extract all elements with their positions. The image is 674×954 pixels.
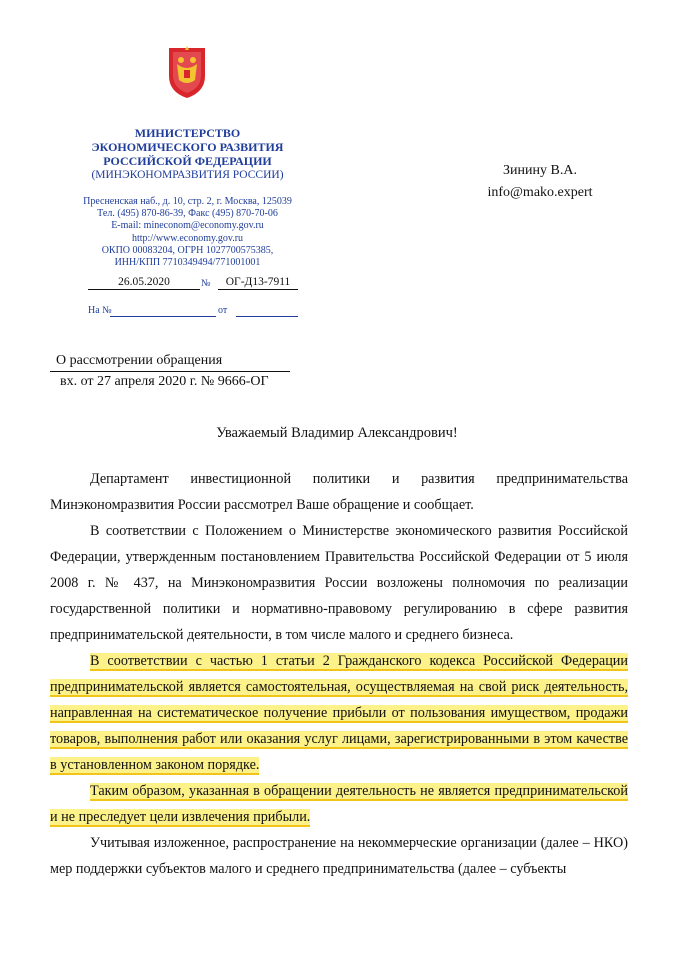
body-paragraph: Департамент инвестиционной политики и развития предпринимательства Минэкономразвития России рассмотрел Ваше обращение и сообщает.	[50, 471, 628, 513]
ministry-name-block	[60, 126, 315, 182]
contact-email: E-mail: mineconom@economy.gov.ru	[111, 220, 264, 232]
highlighted-text: В соответствии с частью 1 статьи 2 Гражданского кодекса Российской Федерации предпринимательской является самостоятельная, осуществляемая на свой риск деятельность, направленная на систематическое получение прибыли от пользования имуществом, продажи товаров, выполнения работ или оказания услуг лицами, зарегистрированными в этом качестве в установленном законом порядке.	[50, 653, 628, 773]
addressee-email: info@mako.expert	[487, 185, 593, 200]
highlighted-paragraph	[50, 648, 628, 778]
letter-body	[50, 466, 628, 882]
contact-phone: Тел. (495) 870-86-39, Факс (495) 870-70-06	[97, 208, 278, 220]
salutation: Уважаемый Владимир Александрович!	[216, 425, 458, 441]
reference-number-label: На №	[88, 305, 112, 316]
registration-date: 26.05.2020	[88, 276, 200, 290]
reference-date-blank	[236, 316, 298, 317]
ministry-name-line: РОССИЙСКОЙ ФЕДЕРАЦИИ	[103, 154, 272, 168]
ministry-name-line: ЭКОНОМИЧЕСКОГО РАЗВИТИЯ	[91, 140, 284, 154]
highlighted-text: Таким образом, указанная в обращении деятельность не является предпринимательской и не преследует цели извлечения прибыли.	[50, 783, 628, 825]
russian-coat-of-arms-icon	[163, 42, 211, 100]
registration-line	[88, 276, 298, 290]
body-paragraph: Учитывая изложенное, распространение на некоммерческие организации (далее – НКО) мер поддержки субъектов малого и среднего предпринимательства (далее – субъекты	[50, 835, 628, 877]
subject-line: О рассмотрении обращения	[50, 351, 290, 372]
contact-inn: ИНН/КПП 7710349494/771001001	[114, 257, 261, 269]
registration-number-label: №	[201, 278, 211, 289]
reference-date-label: от	[218, 305, 228, 316]
ministry-abbreviation: (МИНЭКОНОМРАЗВИТИЯ РОССИИ)	[91, 169, 284, 181]
addressee-name: Зинину В.А.	[503, 163, 577, 178]
body-paragraph: В соответствии с Положением о Министерстве экономического развития Российской Федерации, утвержденным постановлением Правительства Российской Федерации от 5 июля 2008 г. № 437, на Минэкономразвития России возложены полномочия по реализации государственной политики и нормативно-правовому регулированию в сфере развития предпринимательской деятельности, в том числе малого и среднего бизнеса.	[50, 523, 628, 643]
contact-okpo: ОКПО 00083204, ОГРН 1027700575385,	[101, 244, 274, 256]
contact-website: http://www.economy.gov.ru	[131, 232, 244, 244]
contact-address: Пресненская наб., д. 10, стр. 2, г. Москва, 125039	[83, 196, 292, 207]
ministry-contacts	[60, 196, 315, 269]
reference-number-blank	[110, 316, 216, 317]
letter-subject	[50, 351, 290, 392]
highlighted-paragraph	[50, 778, 628, 830]
subject-reference: вх. от 27 апреля 2020 г. № 9666-ОГ	[60, 374, 269, 389]
ministry-name-line: МИНИСТЕРСТВО	[134, 126, 241, 140]
addressee-block	[470, 160, 610, 204]
registration-number: ОГ-Д13-7911	[218, 276, 298, 290]
